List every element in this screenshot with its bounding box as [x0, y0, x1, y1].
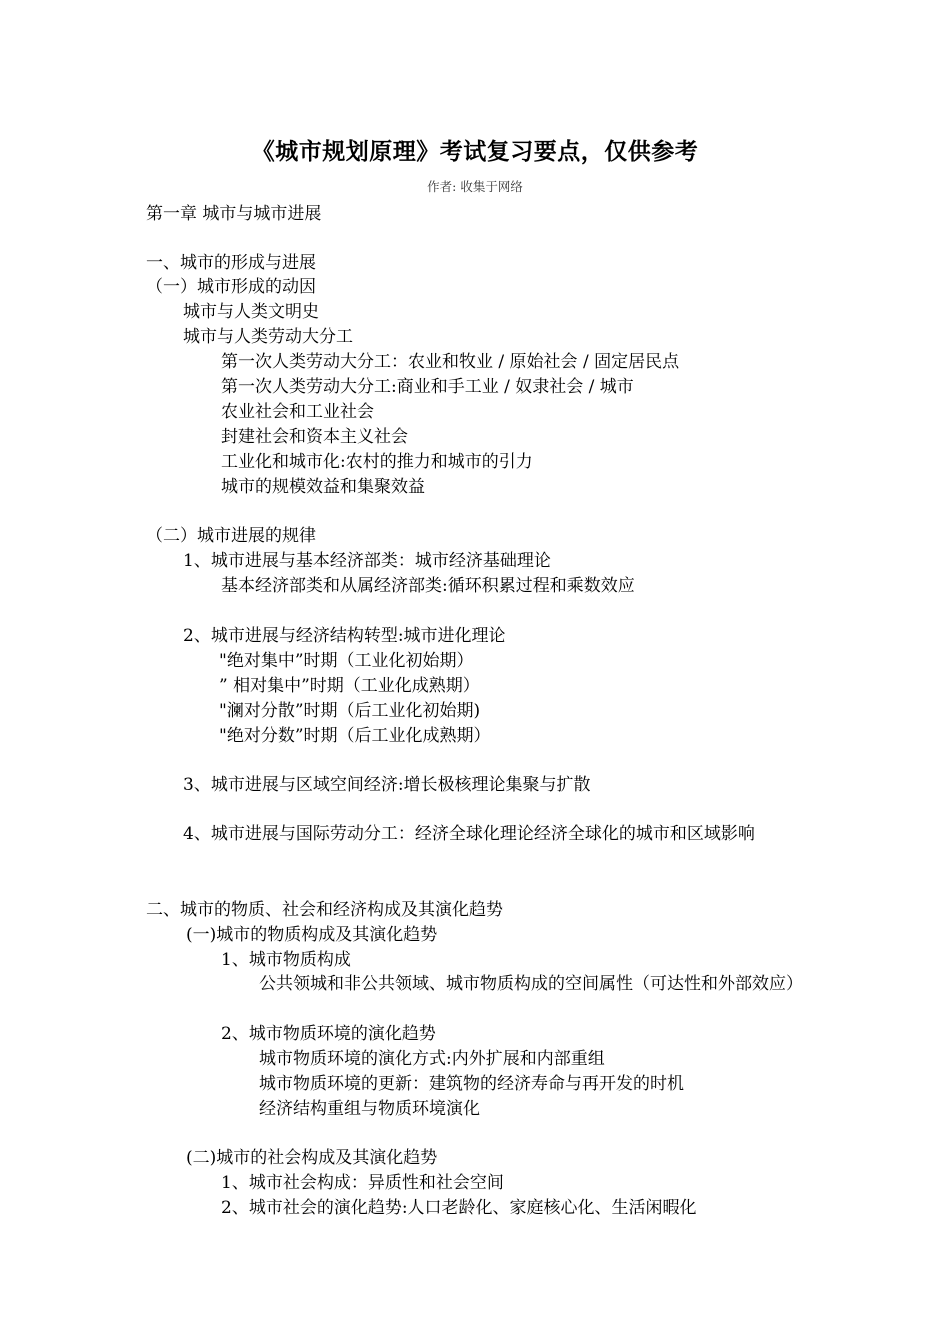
detail-item: 城市的规模效益和集聚效益	[221, 477, 425, 497]
list-item: 1、城市进展与基本经济部类：城市经济基础理论	[183, 551, 551, 571]
subsection-heading: (一)城市的物质构成及其演化趋势	[186, 925, 438, 945]
list-item: 3、城市进展与区域空间经济:增长极核理论集聚与扩散	[183, 775, 591, 795]
list-item: 城市与人类文明史	[183, 302, 319, 322]
chapter-heading: 第一章 城市与城市进展	[146, 204, 322, 224]
detail-item: 经济结构重组与物质环境演化	[259, 1099, 480, 1119]
detail-item: ” 相对集中”时期（工业化成熟期）	[219, 676, 480, 696]
list-item: 1、城市社会构成：异质性和社会空间	[221, 1173, 504, 1193]
author-line: 作者: 收集于网络	[427, 179, 523, 194]
document-title: 《城市规划原理》考试复习要点，仅供参考	[251, 138, 699, 165]
subsection-heading: （一）城市形成的动因	[146, 277, 316, 297]
list-item: 2、城市进展与经济结构转型:城市进化理论	[183, 626, 506, 646]
detail-item: "绝对集中”时期（工业化初始期）	[219, 651, 474, 671]
section-heading: 二、城市的物质、社会和经济构成及其演化趋势	[146, 900, 503, 920]
detail-item: 封建社会和资本主义社会	[221, 427, 408, 447]
detail-item: 城市物质环境的演化方式:内外扩展和内部重组	[259, 1049, 605, 1069]
detail-item: "澜对分散”时期（后工业化初始期)	[219, 701, 481, 721]
list-item: 2、城市社会的演化趋势:人口老龄化、家庭核心化、生活闲暇化	[221, 1198, 697, 1218]
list-item: 2、城市物质环境的演化趋势	[221, 1024, 436, 1044]
section-heading: 一、城市的形成与进展	[146, 253, 316, 273]
list-item: 4、城市进展与国际劳动分工：经济全球化理论经济全球化的城市和区域影响	[183, 824, 755, 844]
detail-item: 城市物质环境的更新：建筑物的经济寿命与再开发的时机	[259, 1074, 684, 1094]
subsection-heading: （二）城市进展的规律	[146, 526, 316, 546]
list-item: 1、城市物质构成	[221, 950, 351, 970]
detail-item: 公共领城和非公共领域、城市物质构成的空间属性（可达性和外部效应）	[259, 974, 803, 994]
detail-item: "绝对分数”时期（后工业化成熟期）	[219, 726, 491, 746]
subsection-heading: (二)城市的社会构成及其演化趋势	[186, 1148, 438, 1168]
list-item: 城市与人类劳动大分工	[183, 327, 353, 347]
detail-item: 工业化和城市化:农村的推力和城市的引力	[221, 452, 533, 472]
detail-item: 第一次人类劳动大分工：农业和牧业 / 原始社会 / 固定居民点	[221, 352, 680, 372]
detail-item: 第一次人类劳动大分工:商业和手工业 / 奴隶社会 / 城市	[221, 377, 634, 397]
detail-item: 基本经济部类和从属经济部类:循环积累过程和乘数效应	[221, 576, 635, 596]
detail-item: 农业社会和工业社会	[221, 402, 374, 422]
